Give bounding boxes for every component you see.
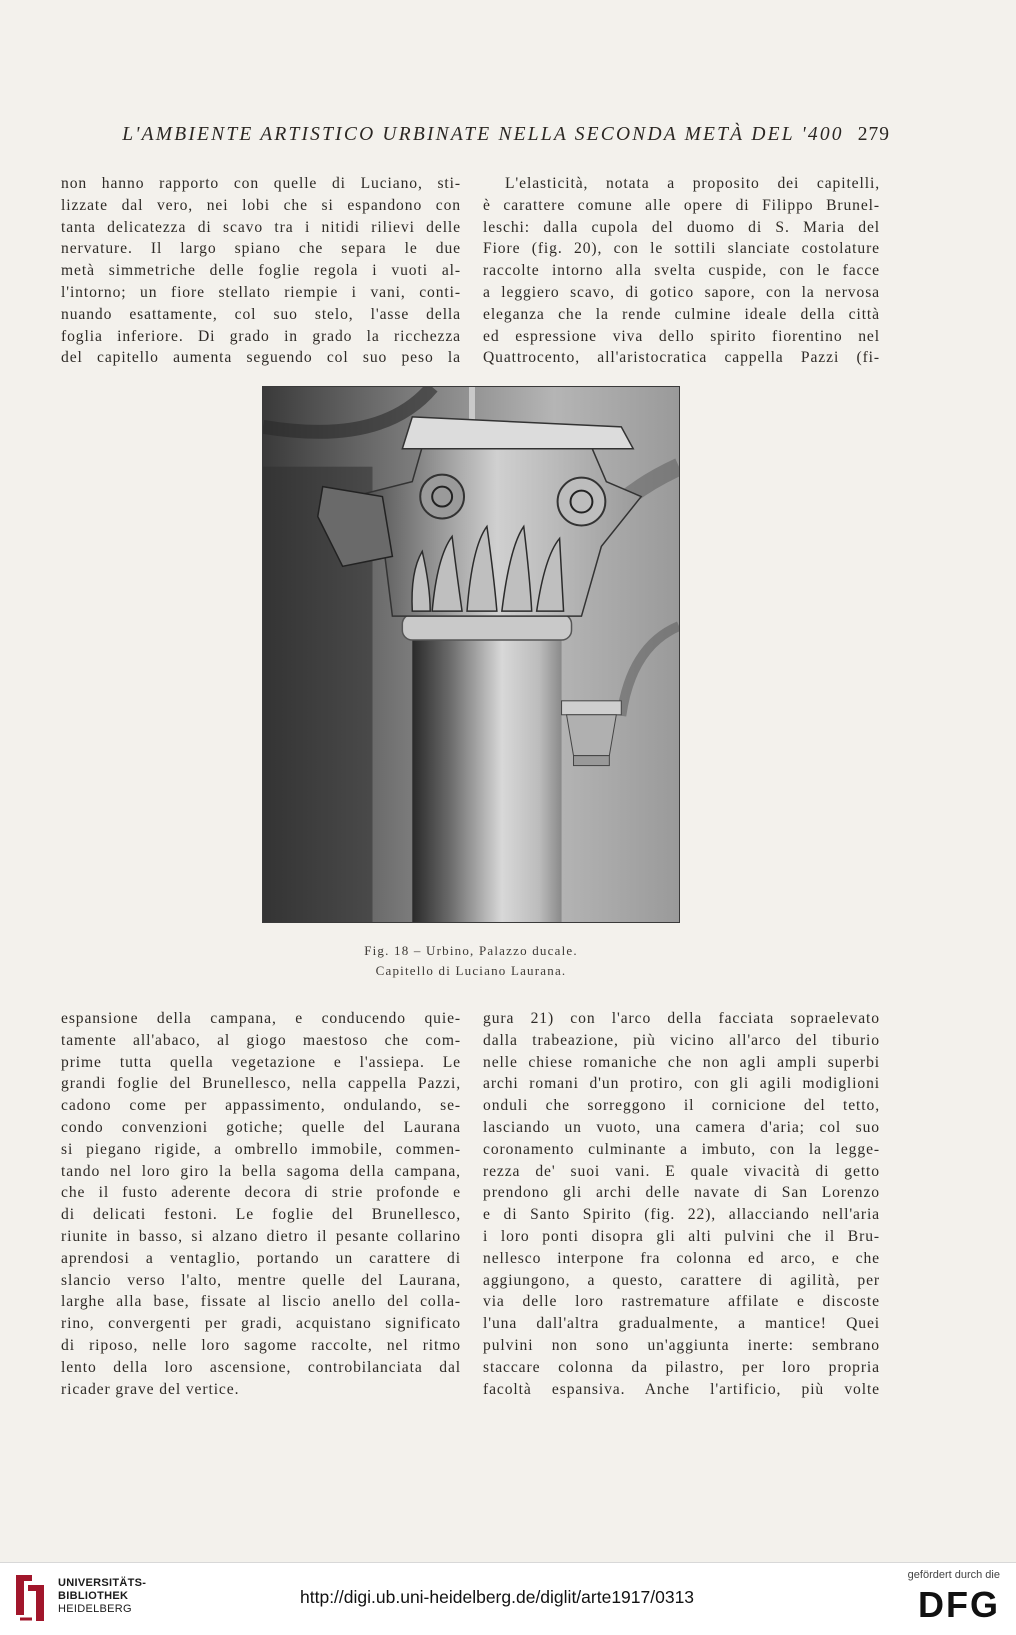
text-line: grandi foglie del Brunellesco, nella cappella Pazzi,	[61, 1075, 461, 1093]
capital-photo-illustration	[263, 387, 679, 922]
text-line: cadono come per appassimento, ondulando, se-	[61, 1097, 461, 1115]
text-line: lizzate dal vero, nei lobi che si espandono con	[61, 196, 461, 214]
library-name	[58, 1577, 146, 1616]
figure-caption-line2: Capitello di Luciano Laurana.	[375, 963, 567, 978]
text-line: prime tutta quella vegetazione e l'assiepa. Le	[61, 1053, 461, 1071]
page-number: 279	[857, 124, 890, 145]
text-line: che il fusto aderente decora di strie profonde e	[61, 1184, 461, 1202]
text-line: ricader grave del vertice.	[61, 1380, 240, 1398]
text-line: condo convenzioni gotiche; quelle del Laurana	[61, 1118, 461, 1136]
sponsor-text: gefördert durch die	[907, 1569, 1000, 1581]
text-line: aprendosi a ventaglio, portando un carattere di	[61, 1249, 461, 1267]
text-line: rino, convergenti per gradi, acquistano significato	[61, 1315, 461, 1333]
text-line: archi romani d'un protiro, con gli agili modiglioni	[483, 1075, 880, 1093]
text-line: coronamento culminante a imbuto, con la legge-	[483, 1140, 880, 1158]
text-line: onduli che sorreggono il cornicione del tetto,	[483, 1097, 880, 1115]
text-line: gura 21) con l'arco della facciata sopraelevato	[483, 1010, 880, 1027]
text-line: nelle chiese romaniche che non agli ampli superbi	[483, 1053, 880, 1071]
footer-bar	[0, 1562, 1016, 1635]
text-line: lento della loro ascensione, controbilanciata dal	[61, 1358, 461, 1376]
text-line: rezza de' suoi vani. E quale vivacità di getto	[483, 1162, 880, 1180]
text-line: raccolte intorno alla svelta cuspide, con le facce	[483, 262, 880, 280]
library-name-line3: HEIDELBERG	[58, 1603, 132, 1615]
text-line: tanta delicatezza di scavo tra i nitidi rilievi delle	[61, 218, 461, 236]
text-line: i loro ponti disopra gli alti pulvini che il Bru-	[483, 1227, 880, 1245]
text-line: non hanno rapporto con quelle di Luciano, sti-	[61, 175, 461, 192]
text-line: larghe alla base, fissate al liscio anello del colla-	[61, 1293, 461, 1311]
text-line: aggiungono, a questo, carattere di agilità, per	[483, 1271, 880, 1289]
running-title: L'AMBIENTE ARTISTICO URBINATE NELLA SECONDA METÀ DEL '400	[122, 124, 844, 145]
text-line: eleganza che la rende culmine ideale della città	[483, 305, 880, 323]
text-line: a leggiero scavo, di gotico sapore, con la nervosa	[483, 283, 880, 301]
dfg-logo[interactable]: DFG	[918, 1584, 1000, 1625]
text-line: staccare colonna da pilastro, per loro propria	[483, 1358, 880, 1376]
figure-photo-capital	[262, 386, 680, 923]
text-line: espansione della campana, e conducendo quie-	[61, 1010, 461, 1027]
sponsor-block	[908, 1569, 1000, 1625]
text-line: leschi: dalla cupola del duomo di S. Maria del	[483, 218, 880, 236]
top-right-column	[483, 173, 880, 369]
text-line: di delicati festoni. Le foglie del Brunellesco,	[61, 1206, 461, 1224]
text-line: dalla trabeazione, più vicino all'arco del tiburio	[483, 1031, 880, 1049]
text-line: prendono gli archi delle navate di San Lorenzo	[483, 1184, 880, 1202]
text-line: l'una dall'altra gradualmente, a mantice! Quei	[483, 1315, 880, 1333]
text-line: facoltà espansiva. Anche l'artificio, più volte	[483, 1380, 880, 1398]
library-name-line1: UNIVERSITÄTS-	[58, 1577, 147, 1589]
text-line: L'elasticità, notata a proposito dei capitelli,	[505, 175, 880, 192]
top-left-column	[61, 173, 461, 369]
running-header	[60, 124, 890, 146]
text-line: si piegano rigide, a ombrello immobile, commen-	[61, 1140, 461, 1158]
library-name-line2: BIBLIOTHEK	[58, 1590, 129, 1602]
text-line: e di Santo Spirito (fig. 22), allacciando nell'aria	[483, 1206, 880, 1224]
text-line: del capitello aumenta seguendo col suo peso la	[61, 349, 461, 367]
text-line: metà simmetriche delle foglie regola i vuoti al-	[61, 262, 461, 280]
text-line: lasciando un vuoto, una camera d'aria; col suo	[483, 1118, 880, 1136]
text-line: Fiore (fig. 20), con le sottili slanciate costolature	[483, 240, 880, 258]
text-line: tamente all'abaco, al giogo maestoso che com-	[61, 1031, 461, 1049]
bottom-right-column	[483, 1008, 880, 1400]
figure-caption-line1: Fig. 18 – Urbino, Palazzo ducale.	[364, 943, 578, 958]
text-line: l'intorno; un fiore stellato riempie i vani, conti-	[61, 283, 461, 301]
text-line: pulvini non sono un'aggiunta inerte: sembrano	[483, 1336, 880, 1354]
text-line: Quattrocento, all'aristocratica cappella Pazzi (fi-	[483, 349, 880, 367]
text-line: è carattere comune alle opere di Filippo Brunel-	[483, 196, 880, 214]
text-line: nuando esattamente, col suo stelo, l'asse della	[61, 305, 461, 323]
text-line: slancio verso l'alto, mentre quelle del Laurana,	[61, 1271, 461, 1289]
ub-heidelberg-logo-icon[interactable]	[10, 1571, 50, 1625]
text-line: tando nel loro giro la bella sagoma della campana,	[61, 1162, 461, 1180]
permalink-url[interactable]: http://digi.ub.uni-heidelberg.de/diglit/arte1917/0313	[300, 1587, 695, 1607]
text-line: nellesco interpone fra colonna ed arco, e che	[483, 1249, 880, 1267]
bottom-left-column	[61, 1008, 461, 1400]
text-line: via delle loro rastremature affilate e discoste	[483, 1293, 880, 1311]
text-line: foglia inferiore. Di grado in grado la ricchezza	[61, 327, 461, 345]
text-line: ed espressione viva dello spirito fiorentino nel	[483, 327, 880, 345]
text-line: di riposo, nelle loro sagome raccolte, nel ritmo	[61, 1336, 461, 1354]
text-line: riunite in basso, si alzano dietro il pesante collarino	[61, 1227, 461, 1245]
text-line: nervature. Il largo spiano che separa le due	[61, 240, 461, 258]
